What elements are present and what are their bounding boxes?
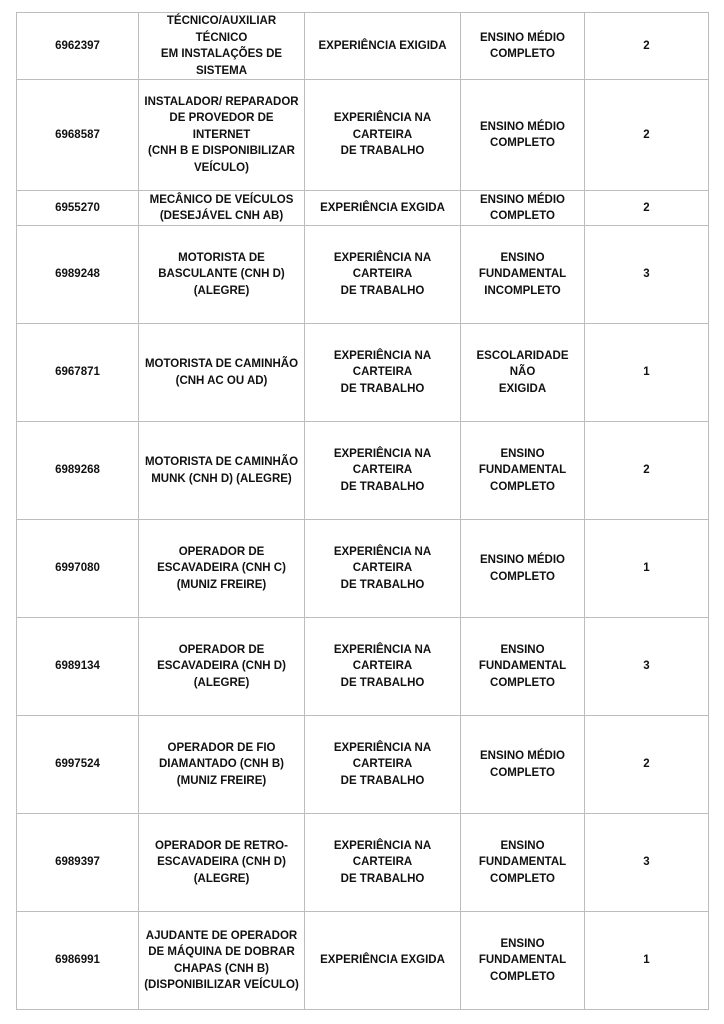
- occupation-cell: [139, 324, 305, 422]
- vacancy-code-cell-text: 6989134: [55, 660, 100, 673]
- experience-cell-line: EXPERIÊNCIA NA CARTEIRA: [333, 447, 432, 477]
- education-cell-line: ENSINO MÉDIO: [480, 120, 565, 133]
- job-vacancies-table: [16, 12, 709, 1010]
- occupation-cell-line: (CNH AC OU AD): [175, 374, 268, 387]
- occupation-cell-line: MOTORISTA DE CAMINHÃO: [144, 456, 299, 468]
- occupation-cell: [139, 422, 305, 520]
- vacancies-count-cell-text: 3: [643, 660, 650, 673]
- education-cell-line: COMPLETO: [490, 766, 555, 779]
- table-row: [17, 716, 709, 814]
- experience-cell: [305, 422, 461, 520]
- table-row: [17, 324, 709, 422]
- education-cell-line: ENSINO: [500, 937, 545, 950]
- experience-cell-line: DE TRABALHO: [340, 774, 425, 787]
- experience-cell: [305, 912, 461, 1010]
- education-cell-line: ENSINO: [500, 643, 545, 656]
- vacancies-count-cell: [585, 422, 709, 520]
- education-cell-line: ENSINO: [500, 839, 545, 852]
- experience-cell-line: EXPERIÊNCIA EXIGIDA: [318, 39, 447, 52]
- occupation-cell-line: OPERADOR DE FIO: [167, 741, 276, 754]
- experience-cell: [305, 618, 461, 716]
- experience-cell: [305, 13, 461, 80]
- occupation-cell: [139, 191, 305, 226]
- vacancies-count-cell: [585, 324, 709, 422]
- occupation-cell: [139, 814, 305, 912]
- occupation-cell: [139, 13, 305, 80]
- vacancies-count-cell-text: 2: [643, 39, 650, 52]
- experience-cell-line: EXPERIÊNCIA NA CARTEIRA: [333, 839, 432, 869]
- occupation-cell-line: DE MÁQUINA DE DOBRAR: [148, 946, 295, 958]
- experience-cell: [305, 80, 461, 191]
- occupation-cell: [139, 618, 305, 716]
- vacancy-code-cell: [17, 80, 139, 191]
- table-row: [17, 912, 709, 1010]
- education-cell-line: COMPLETO: [490, 872, 555, 885]
- occupation-cell-line: OPERADOR DE: [178, 643, 265, 656]
- occupation-cell-line: DE PROVEDOR DE INTERNET: [169, 112, 274, 141]
- experience-cell-line: EXPERIÊNCIA EXGIDA: [320, 954, 445, 967]
- vacancies-count-cell: [585, 226, 709, 324]
- occupation-cell-line: (CNH B E DISPONIBILIZAR: [148, 145, 295, 158]
- vacancy-code-cell-text: 6967871: [55, 366, 100, 379]
- vacancy-code-cell-text: 6989248: [55, 268, 100, 281]
- vacancies-count-cell-text: 1: [643, 562, 650, 575]
- vacancies-count-cell-text: 3: [643, 856, 650, 869]
- vacancy-code-cell: [17, 422, 139, 520]
- occupation-cell-line: (MUNIZ FREIRE): [176, 774, 267, 787]
- experience-cell: [305, 226, 461, 324]
- vacancies-count-cell-text: 2: [643, 128, 650, 141]
- occupation-cell-line: MUNK (CNH D) (ALEGRE): [151, 472, 292, 485]
- occupation-cell: [139, 226, 305, 324]
- job-vacancies-body: [17, 13, 709, 1010]
- vacancy-code-cell: [17, 912, 139, 1010]
- occupation-cell-line: ESCAVADEIRA (CNH D): [157, 660, 286, 673]
- experience-cell-line: EXPERIÊNCIA NA CARTEIRA: [333, 741, 432, 771]
- experience-cell-line: DE TRABALHO: [340, 284, 425, 297]
- occupation-cell-line: VEÍCULO): [194, 161, 249, 174]
- table-row: [17, 814, 709, 912]
- education-cell-line: FUNDAMENTAL: [478, 954, 567, 967]
- education-cell: [461, 912, 585, 1010]
- occupation-cell-line: ESCAVADEIRA (CNH C): [157, 562, 286, 575]
- education-cell-line: FUNDAMENTAL: [478, 660, 567, 673]
- vacancy-code-cell: [17, 618, 139, 716]
- vacancy-code-cell: [17, 13, 139, 80]
- vacancy-code-cell: [17, 716, 139, 814]
- experience-cell: [305, 814, 461, 912]
- table-row: [17, 80, 709, 191]
- experience-cell-line: EXPERIÊNCIA NA CARTEIRA: [333, 349, 432, 379]
- occupation-cell-line: OPERADOR DE: [178, 545, 265, 558]
- vacancy-code-cell-text: 6997080: [55, 562, 100, 575]
- education-cell: [461, 80, 585, 191]
- education-cell: [461, 520, 585, 618]
- table-row: [17, 191, 709, 226]
- education-cell: [461, 422, 585, 520]
- experience-cell-line: EXPERIÊNCIA NA CARTEIRA: [333, 643, 432, 673]
- vacancies-count-cell: [585, 191, 709, 226]
- vacancy-code-cell: [17, 191, 139, 226]
- education-cell-line: FUNDAMENTAL: [478, 268, 567, 281]
- occupation-cell: [139, 912, 305, 1010]
- occupation-cell-line: SISTEMA: [195, 64, 248, 77]
- experience-cell: [305, 324, 461, 422]
- occupation-cell-line: DIAMANTADO (CNH B): [159, 758, 284, 771]
- table-row: [17, 13, 709, 80]
- vacancy-code-cell-text: 6989397: [55, 856, 100, 869]
- education-cell-line: COMPLETO: [490, 970, 555, 983]
- vacancies-count-cell: [585, 618, 709, 716]
- vacancy-code-cell-text: 6989268: [55, 464, 100, 477]
- experience-cell-line: DE TRABALHO: [340, 578, 425, 591]
- education-cell-line: ENSINO MÉDIO: [480, 750, 565, 762]
- occupation-cell-line: MOTORISTA DE CAMINHÃO: [144, 358, 299, 370]
- education-cell-line: ENSINO: [500, 447, 545, 460]
- education-cell-line: EXIGIDA: [498, 382, 547, 395]
- occupation-cell-line: (ALEGRE): [193, 284, 250, 297]
- experience-cell-line: DE TRABALHO: [340, 382, 425, 395]
- occupation-cell-line: (MUNIZ FREIRE): [176, 578, 267, 591]
- occupation-cell-line: ESCAVADEIRA (CNH D): [157, 856, 286, 869]
- vacancies-count-cell-text: 2: [643, 201, 650, 214]
- education-cell-line: INCOMPLETO: [484, 284, 561, 297]
- vacancy-code-cell: [17, 814, 139, 912]
- vacancy-code-cell-text: 6962397: [55, 39, 100, 52]
- experience-cell-line: EXPERIÊNCIA EXGIDA: [320, 201, 445, 214]
- occupation-cell-line: (DISPONIBILIZAR VEÍCULO): [144, 979, 299, 991]
- vacancies-count-cell-text: 2: [643, 758, 650, 771]
- occupation-cell-line: (ALEGRE): [193, 872, 250, 885]
- occupation-cell-line: (ALEGRE): [193, 676, 250, 689]
- occupation-cell-line: EM INSTALAÇÕES DE: [160, 48, 283, 60]
- vacancies-count-cell: [585, 80, 709, 191]
- vacancy-code-cell-text: 6986991: [55, 954, 100, 967]
- education-cell: [461, 13, 585, 80]
- experience-cell-line: DE TRABALHO: [340, 872, 425, 885]
- experience-cell-line: DE TRABALHO: [340, 480, 425, 493]
- education-cell: [461, 618, 585, 716]
- vacancy-code-cell-text: 6968587: [55, 128, 100, 141]
- education-cell-line: COMPLETO: [490, 48, 555, 60]
- occupation-cell: [139, 80, 305, 191]
- vacancy-code-cell: [17, 520, 139, 618]
- education-cell-line: ENSINO MÉDIO: [480, 193, 565, 206]
- education-cell: [461, 814, 585, 912]
- vacancy-code-cell-text: 6955270: [55, 201, 100, 214]
- education-cell: [461, 191, 585, 226]
- education-cell-line: COMPLETO: [490, 676, 555, 689]
- experience-cell-line: EXPERIÊNCIA NA CARTEIRA: [333, 112, 432, 141]
- vacancies-count-cell-text: 2: [643, 464, 650, 477]
- vacancy-code-cell-text: 6997524: [55, 758, 100, 771]
- occupation-cell: [139, 716, 305, 814]
- education-cell-line: COMPLETO: [490, 570, 555, 583]
- experience-cell: [305, 520, 461, 618]
- education-cell-line: COMPLETO: [490, 210, 555, 222]
- experience-cell-line: DE TRABALHO: [340, 145, 425, 158]
- education-cell-line: COMPLETO: [490, 137, 555, 149]
- education-cell: [461, 324, 585, 422]
- experience-cell-line: EXPERIÊNCIA NA CARTEIRA: [333, 251, 432, 281]
- education-cell-line: ENSINO: [500, 251, 545, 264]
- vacancies-count-cell-text: 1: [643, 954, 650, 967]
- experience-cell: [305, 716, 461, 814]
- education-cell-line: COMPLETO: [490, 480, 555, 493]
- vacancies-count-cell: [585, 912, 709, 1010]
- vacancies-count-cell: [585, 716, 709, 814]
- occupation-cell-line: TÉCNICO/AUXILIAR TÉCNICO: [166, 15, 277, 44]
- education-cell: [461, 716, 585, 814]
- experience-cell: [305, 191, 461, 226]
- table-row: [17, 520, 709, 618]
- occupation-cell-line: MOTORISTA DE: [178, 251, 265, 264]
- occupation-cell-line: INSTALADOR/ REPARADOR: [144, 95, 299, 108]
- occupation-cell-line: MECÂNICO DE VEÍCULOS: [149, 193, 294, 206]
- table-row: [17, 226, 709, 324]
- education-cell-line: ENSINO MÉDIO: [480, 31, 565, 44]
- education-cell: [461, 226, 585, 324]
- vacancy-code-cell: [17, 324, 139, 422]
- vacancies-count-cell-text: 3: [643, 268, 650, 281]
- occupation-cell-line: OPERADOR DE RETRO-: [155, 839, 288, 852]
- vacancy-code-cell: [17, 226, 139, 324]
- occupation-cell: [139, 520, 305, 618]
- vacancies-count-cell: [585, 520, 709, 618]
- occupation-cell-line: CHAPAS (CNH B): [174, 962, 269, 975]
- education-cell-line: ESCOLARIDADE NÃO: [476, 349, 569, 379]
- experience-cell-line: EXPERIÊNCIA NA CARTEIRA: [333, 545, 432, 575]
- vacancies-count-cell: [585, 814, 709, 912]
- occupation-cell-line: AJUDANTE DE OPERADOR: [145, 929, 298, 942]
- education-cell-line: ENSINO MÉDIO: [480, 554, 565, 566]
- vacancies-count-cell: [585, 13, 709, 80]
- table-row: [17, 422, 709, 520]
- experience-cell-line: DE TRABALHO: [340, 676, 425, 689]
- occupation-cell-line: BASCULANTE (CNH D): [158, 268, 285, 281]
- table-row: [17, 618, 709, 716]
- occupation-cell-line: (DESEJÁVEL CNH AB): [159, 210, 284, 222]
- education-cell-line: FUNDAMENTAL: [478, 464, 567, 477]
- education-cell-line: FUNDAMENTAL: [478, 856, 567, 869]
- vacancies-count-cell-text: 1: [643, 366, 650, 379]
